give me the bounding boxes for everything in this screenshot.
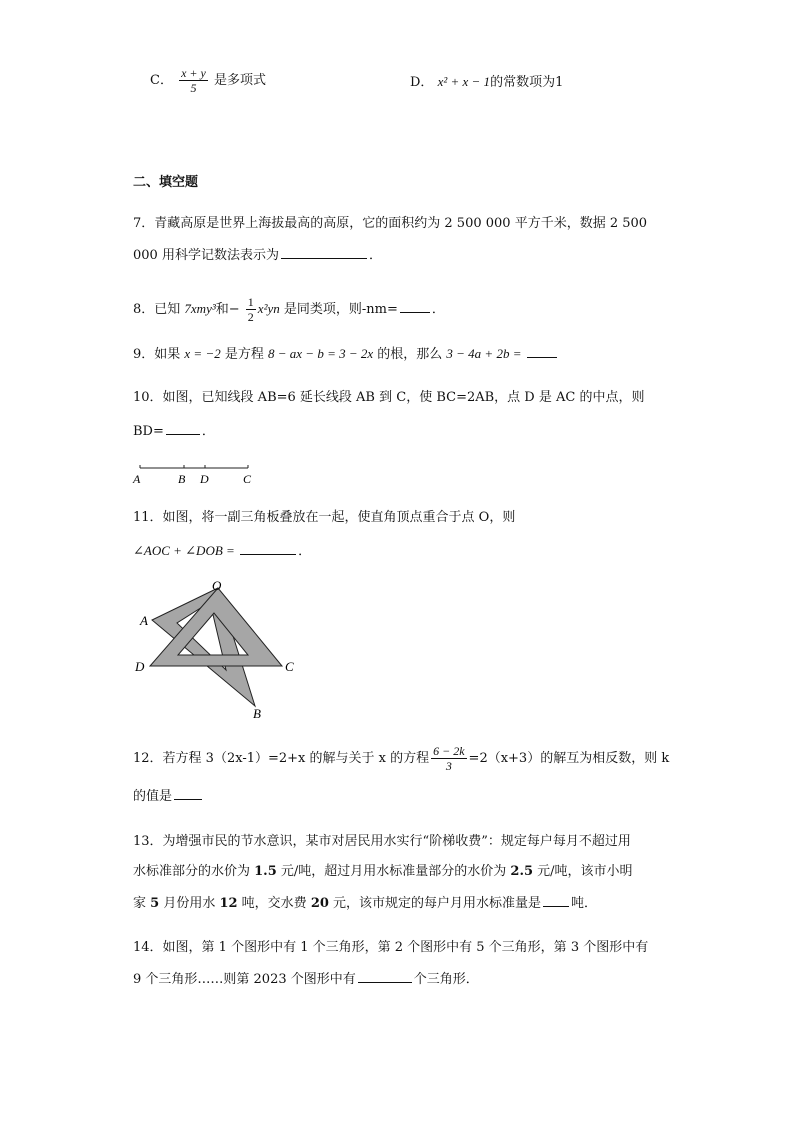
q14-line2 (133, 968, 479, 990)
q9-pre: 9．如果 (133, 347, 185, 362)
q9-post: 的根，那么 (373, 347, 447, 362)
q9-equation: 8 − ax − b = 3 − 2x (268, 346, 374, 361)
q7-text: 000 用科学记数法表示为 (133, 248, 279, 263)
label-a: A (133, 472, 141, 486)
q14-end: 个三角形． (413, 972, 479, 987)
q13-line1: 13．为增强市民的节水意识，某市对居民用水实行“阶梯收费”：规定每户每月不超过用 (133, 834, 631, 849)
option-d-expr: x² + x − 1 (437, 74, 491, 89)
q13-fee: 20 (310, 896, 329, 911)
q12-answer-blank[interactable] (174, 785, 202, 800)
q9-answer-blank[interactable] (527, 343, 557, 358)
q13-line3-b: 月份用水 (159, 896, 220, 911)
q13-water: 12 (219, 896, 238, 911)
q12-fraction (431, 744, 466, 773)
q12-line2 (133, 785, 204, 807)
q8-fraction (246, 295, 256, 324)
q13-line3-c: 吨，交水费 (237, 896, 311, 911)
q7-line2 (133, 244, 382, 266)
q13-price-1: 1.5 (254, 864, 277, 879)
q13-price-2: 2.5 (510, 864, 534, 879)
q7-end: ． (368, 248, 382, 263)
option-c-numerator: x + y (181, 66, 206, 80)
q10-line1: 10．如图，已知线段 AB=6 延长线段 AB 到 C，使 BC=2AB，点 D 是 AC 的中点，则 (133, 390, 645, 405)
q11-expr: ∠AOC + ∠DOB = (133, 543, 239, 558)
q8-neg: − (228, 302, 240, 317)
q11-line2 (133, 540, 311, 562)
q13-line3 (133, 892, 597, 914)
q13-line2-c: 元/吨，该市小明 (533, 864, 633, 879)
q13-line2-b: 元/吨，超过月用水标准量部分的水价为 (276, 864, 511, 879)
q8-pre: 8．已知 (133, 302, 185, 317)
q13-answer-blank[interactable] (543, 892, 569, 907)
q12-post: =2（x+3）的解互为相反数，则 k (468, 751, 670, 766)
q8-denominator: 2 (247, 310, 254, 324)
label-c: C (243, 472, 252, 486)
q12-line1 (133, 742, 669, 776)
q12-text: 的值是 (133, 789, 173, 804)
label-d: D (135, 659, 145, 674)
label-b: B (178, 472, 186, 486)
q7-answer-blank[interactable] (281, 244, 367, 259)
q9-expr: 3 − 4a + 2b = (446, 346, 525, 361)
q13-line3-d: 元，该市规定的每户月用水标准量是 (328, 896, 542, 911)
q13-line3-a: 家 (133, 896, 151, 911)
q12-numerator: 6 − 2k (433, 744, 465, 758)
q12-pre: 12．若方程 3（2x-1）=2+x 的解与关于 x 的方程 (133, 751, 430, 766)
q13-line2-a: 水标准部分的水价为 (133, 864, 255, 879)
q8-end: ． (431, 302, 445, 317)
q10-bd: BD= (133, 424, 164, 439)
q8 (133, 292, 445, 327)
label-b: B (253, 706, 261, 721)
section-title: 二、填空题 (133, 175, 199, 190)
q10-answer-blank[interactable] (166, 420, 200, 435)
q11-triangle-figure (130, 578, 310, 723)
q8-numerator: 1 (247, 295, 254, 309)
q9 (133, 343, 559, 365)
label-a: A (140, 613, 148, 628)
option-c (150, 66, 266, 96)
q9-cond: x = −2 (184, 346, 221, 361)
label-o: O (212, 578, 222, 593)
q11-answer-blank[interactable] (240, 540, 296, 555)
q14-answer-blank[interactable] (358, 968, 412, 983)
q9-mid: 是方程 (220, 347, 268, 362)
q10-line2 (133, 420, 215, 442)
q7-line1: 7．青藏高原是世界上海拔最高的高原，它的面积约为 2 500 000 平方千米，数据 2 500 (133, 216, 648, 231)
q11-end: ． (298, 544, 312, 559)
q8-answer-blank[interactable] (400, 298, 430, 313)
q8-mid: 和 (215, 302, 229, 317)
label-d: D (200, 472, 209, 486)
q10-end: ． (201, 424, 215, 439)
label-c: C (285, 659, 294, 674)
q8-term1: 7xmy³ (184, 301, 216, 316)
q13-end: 吨． (571, 896, 598, 911)
option-c-text: 是多项式 (213, 73, 266, 88)
option-c-denominator: 5 (190, 81, 197, 95)
q11-line1: 11．如图，将一副三角板叠放在一起，使直角顶点重合于点 O，则 (133, 510, 516, 525)
option-d-label: D． (410, 75, 434, 90)
option-d-text: 的常数项为1 (490, 75, 564, 90)
q14-line1: 14．如图，第 1 个图形中有 1 个三角形，第 2 个图形中有 5 个三角形，第 3 个图形中有 (133, 940, 649, 955)
option-d (410, 72, 563, 93)
q10-segment-figure (130, 458, 260, 488)
q13-line2 (133, 862, 633, 882)
option-c-fraction (179, 66, 208, 95)
option-c-label: C． (150, 73, 173, 88)
q14-text: 9 个三角形……则第 2023 个图形中有 (133, 972, 356, 987)
q8-term2: x²yn (257, 301, 280, 316)
q8-post: 是同类项，则-nm= (279, 302, 398, 317)
q13-month: 5 (150, 896, 160, 911)
q12-denominator: 3 (445, 759, 452, 773)
